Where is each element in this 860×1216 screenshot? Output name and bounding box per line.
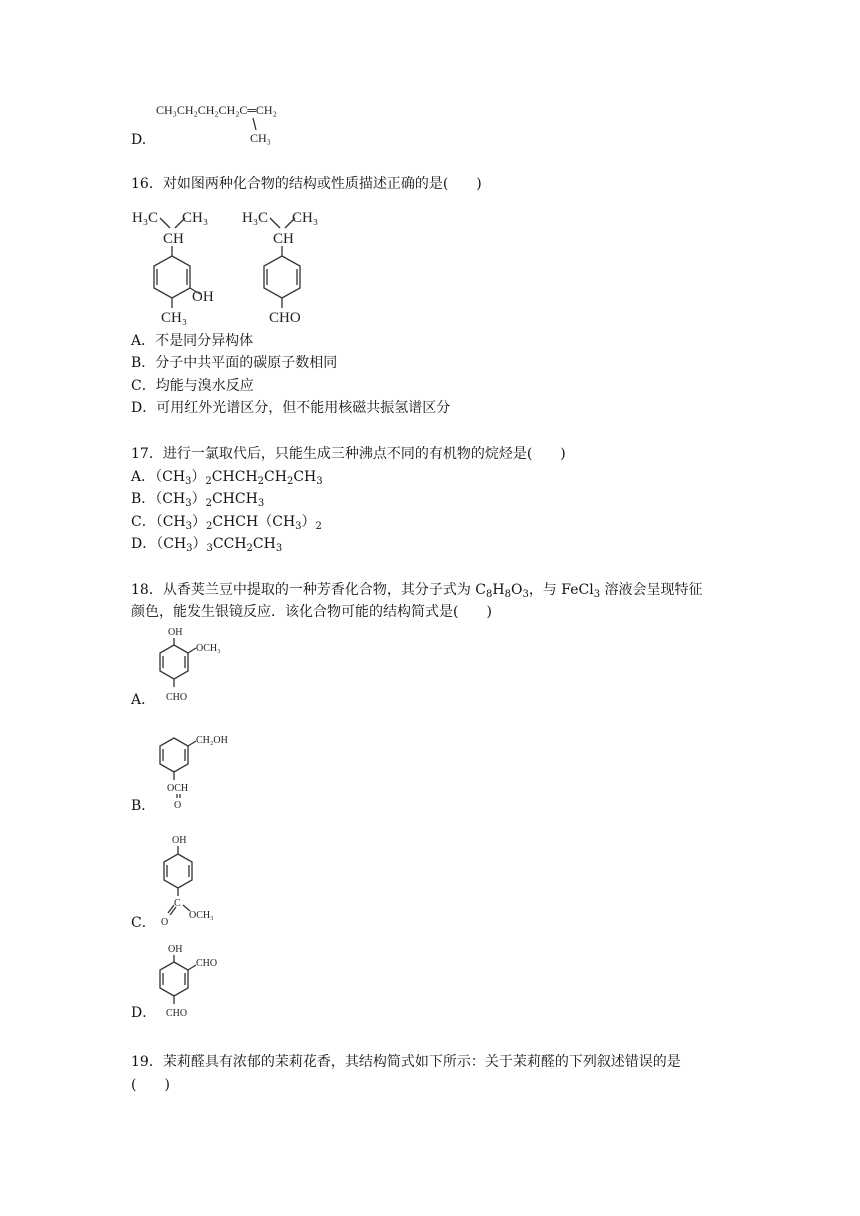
svg-text:CH₃: CH₃ <box>182 210 209 226</box>
svg-text:CH: CH <box>163 231 184 247</box>
svg-text:CH₃: CH₃ <box>161 310 188 326</box>
q18-option-c-label: C． <box>131 915 156 931</box>
q17-option-c: C．$(CH_3)_2CHCH(CH_3)_2$ <box>131 514 322 532</box>
q18-option-d-structure <box>152 940 242 1026</box>
q16-molecule-2 <box>240 204 340 324</box>
q18-stem-line2: 颜色，能发生银镜反应．该化合物可能的结构简式是( ) <box>131 604 492 620</box>
q16-option-d: D．可用红外光谱区分，但不能用核磁共振氢谱区分 <box>131 400 451 416</box>
q16-option-a: A．不是同分异构体 <box>131 333 254 349</box>
q17-stem: 17．进行一氯取代后，只能生成三种沸点不同的有机物的烷烃是( ) <box>131 446 566 462</box>
svg-text:CHO: CHO <box>166 1008 188 1019</box>
q17-option-b: B．$(CH_3)_2CHCH_3$ <box>131 491 265 509</box>
q19-stem-line2: ( ) <box>131 1077 170 1093</box>
q18-option-a-structure <box>152 624 242 710</box>
q16-molecule-1 <box>130 204 230 324</box>
svg-text:CHO: CHO <box>269 310 301 326</box>
svg-text:O: O <box>174 800 182 811</box>
q18-option-b-structure <box>152 728 252 814</box>
svg-text:OH: OH <box>168 627 183 638</box>
q17-option-d: D．$(CH_3)_3CCH_2CH_3$ <box>131 536 283 554</box>
svg-text:OCH: OCH <box>167 783 189 794</box>
q15-chain: CH₃CH₂CH₂CH₂C═CH₂ <box>156 103 277 117</box>
q19-stem-line1: 19．茉莉醛具有浓郁的茉莉花香，其结构简式如下所示：关于茉莉醛的下列叙述错误的是 <box>131 1054 681 1070</box>
q18-option-d-label: D． <box>131 1005 157 1021</box>
svg-text:CH₂OH: CH₂OH <box>196 735 228 746</box>
q15-option-d-label: D. <box>131 132 147 148</box>
svg-text:OH: OH <box>168 944 183 955</box>
q18-option-b-label: B． <box>131 798 156 814</box>
q18-option-c-structure <box>152 832 252 932</box>
q17-option-a: A．$(CH_3)_2CHCH_2CH_2CH_3$ <box>131 469 323 487</box>
svg-text:C: C <box>174 898 181 909</box>
q15-option-d-structure <box>156 100 306 148</box>
q16-stem: 16．对如图两种化合物的结构或性质描述正确的是( ) <box>131 176 482 192</box>
svg-text:O: O <box>161 917 169 928</box>
svg-text:CHO: CHO <box>166 692 188 703</box>
svg-text:CH₃: CH₃ <box>292 210 319 226</box>
svg-text:CH: CH <box>273 231 294 247</box>
svg-text:CHO: CHO <box>196 958 218 969</box>
q18-stem-line1: 18．从香荚兰豆中提取的一种芳香化合物，其分子式为 $C_8H_8O_3$，与 FeCl$_3$ 溶液会呈现特征 <box>131 582 703 600</box>
q16-option-c: C．均能与溴水反应 <box>131 378 254 394</box>
svg-text:OCH₃: OCH₃ <box>196 643 221 654</box>
svg-text:OH: OH <box>172 835 187 846</box>
q15-branch: CH₃ <box>250 131 271 145</box>
q18-option-a-label: A． <box>131 692 156 708</box>
svg-text:OH: OH <box>192 289 214 305</box>
svg-text:H₃C: H₃C <box>242 210 269 226</box>
svg-text:H₃C: H₃C <box>132 210 159 226</box>
svg-text:OCH₃: OCH₃ <box>189 910 214 921</box>
q16-option-b: B．分子中共平面的碳原子数相同 <box>131 355 338 371</box>
